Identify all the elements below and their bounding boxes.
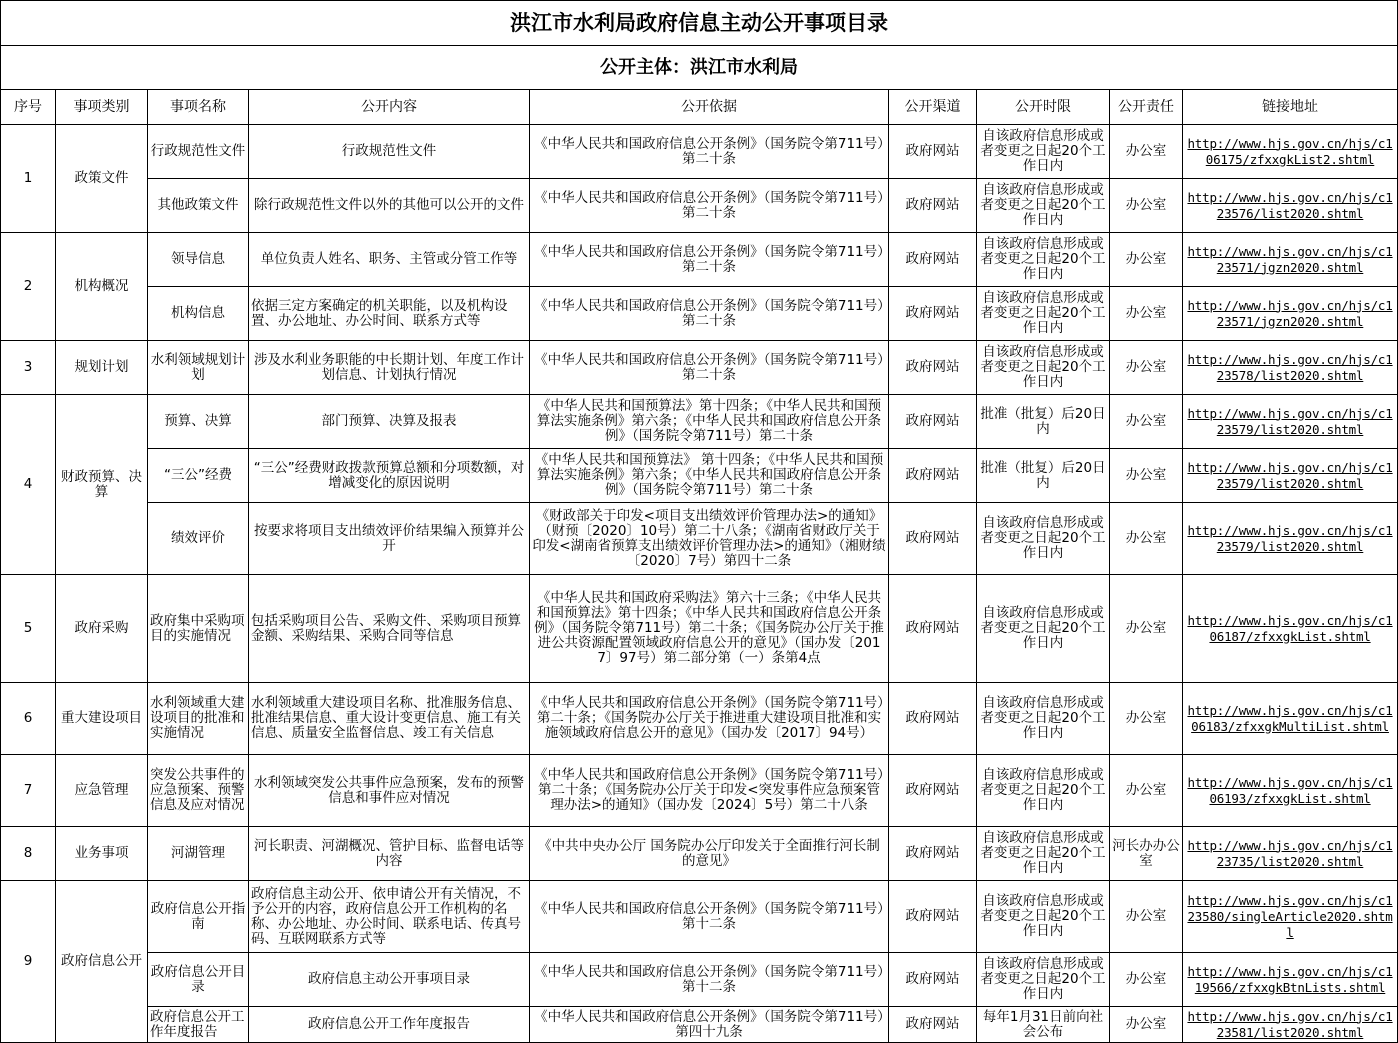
link-cell xyxy=(1183,449,1398,503)
channel-cell: 政府网站 xyxy=(889,1007,977,1043)
time-limit-cell: 自该政府信息形成或者变更之日起20个工作日内 xyxy=(977,287,1110,341)
content-cell: 部门预算、决算及报表 xyxy=(249,395,530,449)
basis-cell: 《中华人民共和国预算法》第十四条；《中华人民共和国预算法实施条例》第六条；《中华人民共和国政府信息公开条例》（国务院令第711号）第二十条 xyxy=(530,395,889,449)
link-cell xyxy=(1183,575,1398,683)
item-name-cell: 政府信息公开目录 xyxy=(148,953,249,1007)
item-name-cell: 水利领域重大建设项目的批准和实施情况 xyxy=(148,683,249,755)
link-cell xyxy=(1183,683,1398,755)
row-number: 6 xyxy=(1,683,56,755)
table-row xyxy=(1,755,1398,827)
responsibility-cell: 办公室 xyxy=(1110,755,1183,827)
time-limit-cell: 自该政府信息形成或者变更之日起20个工作日内 xyxy=(977,503,1110,575)
item-name-cell: 水利领域规划计划 xyxy=(148,341,249,395)
responsibility-cell: 办公室 xyxy=(1110,287,1183,341)
item-name-cell: 河湖管理 xyxy=(148,827,249,881)
table-row xyxy=(1,341,1398,395)
item-name-cell: 行政规范性文件 xyxy=(148,125,249,179)
time-limit-cell: 自该政府信息形成或者变更之日起20个工作日内 xyxy=(977,683,1110,755)
link-cell xyxy=(1183,827,1398,881)
basis-cell: 《中华人民共和国政府信息公开条例》（国务院令第711号）第二十条 xyxy=(530,287,889,341)
content-cell: 包括采购项目公告、采购文件、采购项目预算金额、采购结果、采购合同等信息 xyxy=(249,575,530,683)
table-row xyxy=(1,125,1398,179)
link-cell xyxy=(1183,755,1398,827)
table-row xyxy=(1,233,1398,287)
basis-cell: 《中华人民共和国政府信息公开条例》（国务院令第711号）第十二条 xyxy=(530,953,889,1007)
time-limit-cell: 自该政府信息形成或者变更之日起20个工作日内 xyxy=(977,881,1110,953)
link-url[interactable]: http://www.hjs.gov.cn/hjs/c123576/list2020.shtml xyxy=(1187,189,1393,221)
table-row xyxy=(1,575,1398,683)
content-cell: 依据三定方案确定的机关职能，以及机构设置、办公地址、办公时间、联系方式等 xyxy=(249,287,530,341)
link-url[interactable]: http://www.hjs.gov.cn/hjs/c123571/jgzn2020.shtml xyxy=(1187,297,1393,329)
category-cell: 政府采购 xyxy=(56,575,148,683)
page-subtitle: 公开主体：洪江市水利局 xyxy=(1,46,1398,90)
item-name-cell: 政府集中采购项目的实施情况 xyxy=(148,575,249,683)
responsibility-cell: 办公室 xyxy=(1110,683,1183,755)
channel-cell: 政府网站 xyxy=(889,503,977,575)
header-cell: 事项名称 xyxy=(148,90,249,125)
category-cell: 政策文件 xyxy=(56,125,148,233)
link-cell xyxy=(1183,125,1398,179)
category-cell: 机构概况 xyxy=(56,233,148,341)
content-cell: 单位负责人姓名、职务、主管或分管工作等 xyxy=(249,233,530,287)
basis-cell: 《中华人民共和国政府信息公开条例》（国务院令第711号）第十二条 xyxy=(530,881,889,953)
content-cell: 除行政规范性文件以外的其他可以公开的文件 xyxy=(249,179,530,233)
table-row xyxy=(1,179,1398,233)
basis-cell: 《中华人民共和国政府信息公开条例》（国务院令第711号）第二十条；《国务院办公厅关于推进重大建设项目批准和实施领域政府信息公开的意见》（国办发〔2017〕94号） xyxy=(530,683,889,755)
basis-cell: 《中华人民共和国政府采购法》第六十三条；《中华人民共和国预算法》第十四条；《中华人民共和国政府信息公开条例》（国务院令第711号）第二十条；《国务院办公厅关于推进公共资源配置领域政府信息公开的意见》（国办发〔2017〕97号）第二部分第（一）条第4点 xyxy=(530,575,889,683)
link-url[interactable]: http://www.hjs.gov.cn/hjs/c123579/list2020.shtml xyxy=(1187,405,1393,437)
channel-cell: 政府网站 xyxy=(889,953,977,1007)
item-name-cell: “三公”经费 xyxy=(148,449,249,503)
content-cell: 行政规范性文件 xyxy=(249,125,530,179)
table-row xyxy=(1,1007,1398,1043)
link-cell xyxy=(1183,395,1398,449)
channel-cell: 政府网站 xyxy=(889,233,977,287)
table-row xyxy=(1,449,1398,503)
time-limit-cell: 每年1月31日前向社会公布 xyxy=(977,1007,1110,1043)
item-name-cell: 政府信息公开工作年度报告 xyxy=(148,1007,249,1043)
table-row xyxy=(1,953,1398,1007)
responsibility-cell: 办公室 xyxy=(1110,125,1183,179)
channel-cell: 政府网站 xyxy=(889,683,977,755)
link-cell xyxy=(1183,233,1398,287)
basis-cell: 《中共中央办公厅 国务院办公厅印发关于全面推行河长制的意见》 xyxy=(530,827,889,881)
page-title: 洪江市水利局政府信息主动公开事项目录 xyxy=(1,1,1398,46)
content-cell: 政府信息公开工作年度报告 xyxy=(249,1007,530,1043)
link-url[interactable]: http://www.hjs.gov.cn/hjs/c106175/zfxxgkList2.shtml xyxy=(1187,135,1393,167)
basis-cell: 《中华人民共和国政府信息公开条例》（国务院令第711号）第二十条 xyxy=(530,341,889,395)
link-url[interactable]: http://www.hjs.gov.cn/hjs/c123581/list2020.shtml xyxy=(1187,1008,1393,1040)
header-cell: 公开责任 xyxy=(1110,90,1183,125)
basis-cell: 《中华人民共和国政府信息公开条例》（国务院令第711号）第二十条 xyxy=(530,179,889,233)
table-row xyxy=(1,683,1398,755)
link-url[interactable]: http://www.hjs.gov.cn/hjs/c106187/zfxxgkList.shtml xyxy=(1187,612,1393,644)
link-url[interactable]: http://www.hjs.gov.cn/hjs/c123735/list2020.shtml xyxy=(1187,837,1393,869)
channel-cell: 政府网站 xyxy=(889,179,977,233)
link-cell xyxy=(1183,1007,1398,1043)
time-limit-cell: 自该政府信息形成或者变更之日起20个工作日内 xyxy=(977,953,1110,1007)
row-number: 7 xyxy=(1,755,56,827)
link-cell xyxy=(1183,503,1398,575)
row-number: 1 xyxy=(1,125,56,233)
row-number: 3 xyxy=(1,341,56,395)
content-cell: 水利领域重大建设项目名称、批准服务信息、批准结果信息、重大设计变更信息、施工有关信息、质量安全监督信息、竣工有关信息 xyxy=(249,683,530,755)
table-row xyxy=(1,287,1398,341)
channel-cell: 政府网站 xyxy=(889,449,977,503)
responsibility-cell: 办公室 xyxy=(1110,179,1183,233)
responsibility-cell: 办公室 xyxy=(1110,503,1183,575)
row-number: 8 xyxy=(1,827,56,881)
responsibility-cell: 办公室 xyxy=(1110,1007,1183,1043)
content-cell: 水利领域突发公共事件应急预案，发布的预警信息和事件应对情况 xyxy=(249,755,530,827)
channel-cell: 政府网站 xyxy=(889,755,977,827)
link-url[interactable]: http://www.hjs.gov.cn/hjs/c123578/list2020.shtml xyxy=(1187,351,1393,383)
content-cell: 涉及水利业务职能的中长期计划、年度工作计划信息、计划执行情况 xyxy=(249,341,530,395)
channel-cell: 政府网站 xyxy=(889,881,977,953)
header-cell: 公开渠道 xyxy=(889,90,977,125)
channel-cell: 政府网站 xyxy=(889,287,977,341)
time-limit-cell: 自该政府信息形成或者变更之日起20个工作日内 xyxy=(977,233,1110,287)
row-number: 9 xyxy=(1,881,56,1043)
header-cell: 序号 xyxy=(1,90,56,125)
row-number: 4 xyxy=(1,395,56,575)
responsibility-cell: 河长办办公室 xyxy=(1110,827,1183,881)
channel-cell: 政府网站 xyxy=(889,125,977,179)
basis-cell: 《中华人民共和国预算法》 第十四条；《中华人民共和国预算法实施条例》第六条；《中华人民共和国政府信息公开条例》（国务院令第711号）第二十条 xyxy=(530,449,889,503)
row-number: 2 xyxy=(1,233,56,341)
time-limit-cell: 自该政府信息形成或者变更之日起20个工作日内 xyxy=(977,755,1110,827)
responsibility-cell: 办公室 xyxy=(1110,341,1183,395)
item-name-cell: 政府信息公开指南 xyxy=(148,881,249,953)
time-limit-cell: 自该政府信息形成或者变更之日起20个工作日内 xyxy=(977,575,1110,683)
header-cell: 事项类别 xyxy=(56,90,148,125)
channel-cell: 政府网站 xyxy=(889,395,977,449)
item-name-cell: 其他政策文件 xyxy=(148,179,249,233)
link-cell xyxy=(1183,287,1398,341)
content-cell: 政府信息主动公开、依申请公开有关情况，不予公开的内容，政府信息公开工作机构的名称、办公地址、办公时间、联系电话、传真号码、互联网联系方式等 xyxy=(249,881,530,953)
link-url[interactable]: http://www.hjs.gov.cn/hjs/c123580/singleArticle2020.shtml xyxy=(1187,892,1393,940)
channel-cell: 政府网站 xyxy=(889,827,977,881)
content-cell: 政府信息主动公开事项目录 xyxy=(249,953,530,1007)
time-limit-cell: 自该政府信息形成或者变更之日起20个工作日内 xyxy=(977,827,1110,881)
time-limit-cell: 自该政府信息形成或者变更之日起20个工作日内 xyxy=(977,125,1110,179)
responsibility-cell: 办公室 xyxy=(1110,233,1183,287)
time-limit-cell: 批准（批复）后20日内 xyxy=(977,395,1110,449)
item-name-cell: 机构信息 xyxy=(148,287,249,341)
item-name-cell: 预算、决算 xyxy=(148,395,249,449)
header-cell: 链接地址 xyxy=(1183,90,1398,125)
table-row xyxy=(1,827,1398,881)
responsibility-cell: 办公室 xyxy=(1110,395,1183,449)
channel-cell: 政府网站 xyxy=(889,575,977,683)
category-cell: 应急管理 xyxy=(56,755,148,827)
table-row xyxy=(1,881,1398,953)
basis-cell: 《中华人民共和国政府信息公开条例》（国务院令第711号）第二十条 xyxy=(530,125,889,179)
content-cell: “三公”经费财政拨款预算总额和分项数额，对增减变化的原因说明 xyxy=(249,449,530,503)
table-row xyxy=(1,503,1398,575)
link-url[interactable]: http://www.hjs.gov.cn/hjs/c123579/list2020.shtml xyxy=(1187,459,1393,491)
basis-cell: 《中华人民共和国政府信息公开条例》（国务院令第711号）第二十条；《国务院办公厅关于印发<突发事件应急预案管理办法>的通知》（国办发〔2024〕5号）第二十八条 xyxy=(530,755,889,827)
category-cell: 规划计划 xyxy=(56,341,148,395)
category-cell: 政府信息公开 xyxy=(56,881,148,1043)
time-limit-cell: 批准（批复）后20日内 xyxy=(977,449,1110,503)
link-url[interactable]: http://www.hjs.gov.cn/hjs/c106193/zfxxgkList.shtml xyxy=(1187,774,1393,806)
channel-cell: 政府网站 xyxy=(889,341,977,395)
responsibility-cell: 办公室 xyxy=(1110,881,1183,953)
link-url[interactable]: http://www.hjs.gov.cn/hjs/c123571/jgzn2020.shtml xyxy=(1187,243,1393,275)
content-cell: 按要求将项目支出绩效评价结果编入预算并公开 xyxy=(249,503,530,575)
link-url[interactable]: http://www.hjs.gov.cn/hjs/c106183/zfxxgkMultiList.shtml xyxy=(1187,702,1393,734)
basis-cell: 《财政部关于印发<项目支出绩效评价管理办法>的通知》（财预〔2020〕10号）第二十八条；《湖南省财政厅关于印发<湖南省预算支出绩效评价管理办法>的通知》（湘财绩〔2020〕7号）第四十二条 xyxy=(530,503,889,575)
link-cell xyxy=(1183,179,1398,233)
row-number: 5 xyxy=(1,575,56,683)
link-url[interactable]: http://www.hjs.gov.cn/hjs/c123579/list2020.shtml xyxy=(1187,522,1393,554)
link-cell xyxy=(1183,881,1398,953)
category-cell: 重大建设项目 xyxy=(56,683,148,755)
table-row xyxy=(1,395,1398,449)
basis-cell: 《中华人民共和国政府信息公开条例》（国务院令第711号）第四十九条 xyxy=(530,1007,889,1043)
header-cell: 公开时限 xyxy=(977,90,1110,125)
time-limit-cell: 自该政府信息形成或者变更之日起20个工作日内 xyxy=(977,179,1110,233)
item-name-cell: 绩效评价 xyxy=(148,503,249,575)
item-name-cell: 领导信息 xyxy=(148,233,249,287)
item-name-cell: 突发公共事件的应急预案、预警信息及应对情况 xyxy=(148,755,249,827)
basis-cell: 《中华人民共和国政府信息公开条例》（国务院令第711号）第二十条 xyxy=(530,233,889,287)
category-cell: 业务事项 xyxy=(56,827,148,881)
responsibility-cell: 办公室 xyxy=(1110,575,1183,683)
time-limit-cell: 自该政府信息形成或者变更之日起20个工作日内 xyxy=(977,341,1110,395)
content-cell: 河长职责、河湖概况、管护目标、监督电话等内容 xyxy=(249,827,530,881)
header-cell: 公开内容 xyxy=(249,90,530,125)
link-cell xyxy=(1183,953,1398,1007)
category-cell: 财政预算、决算 xyxy=(56,395,148,575)
responsibility-cell: 办公室 xyxy=(1110,449,1183,503)
link-url[interactable]: http://www.hjs.gov.cn/hjs/c119566/zfxxgkBtnLists.shtml xyxy=(1187,963,1393,995)
table-header-row xyxy=(1,90,1398,125)
link-cell xyxy=(1183,341,1398,395)
header-cell: 公开依据 xyxy=(530,90,889,125)
responsibility-cell: 办公室 xyxy=(1110,953,1183,1007)
